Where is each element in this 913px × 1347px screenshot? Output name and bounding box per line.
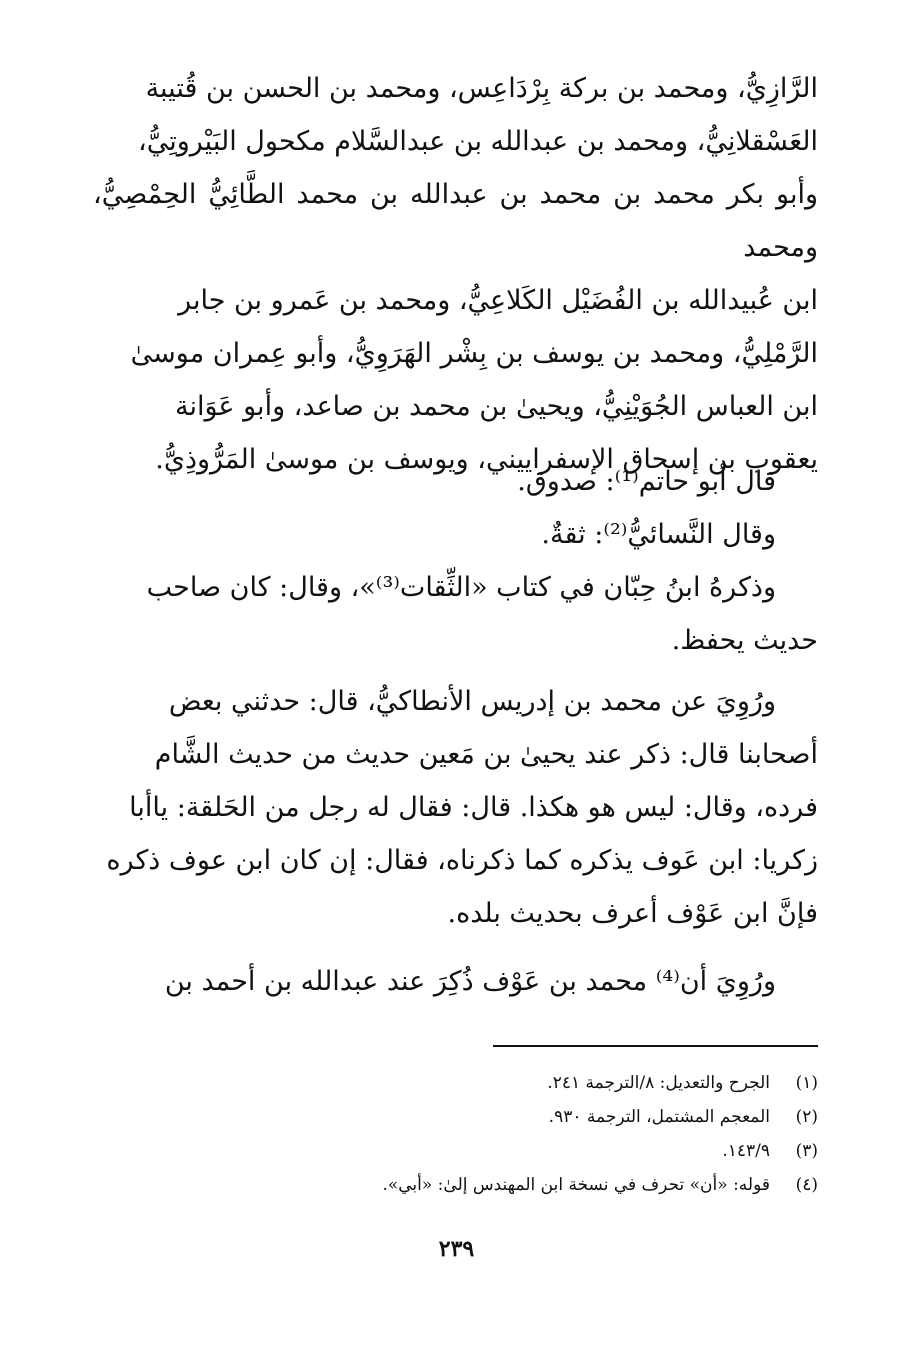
footnote-text: ١٤٣/٩. — [722, 1141, 770, 1161]
footnote-number: (٤) — [795, 1175, 818, 1195]
text-line: يعقوب بن إسحاق الإسفراييني، ويوسف بن موسىٰ المَرُّوذِيُّ. — [155, 444, 818, 475]
footnote-1 — [93, 1066, 818, 1100]
footnote-number: (١) — [795, 1073, 818, 1093]
text-line: حديث يحفظ. — [671, 625, 818, 656]
footnote-text: المعجم المشتمل، الترجمة ٩٣٠. — [548, 1107, 770, 1127]
text-line: ورُوِيَ عن محمد بن إدريس الأنطاكيُّ، قال: حدثني بعض — [168, 686, 776, 717]
text-line: قال أبو حاتم⁽¹⁾: صدوق. — [517, 466, 776, 497]
paragraph-antaki-report — [93, 675, 818, 940]
text-line: فرده، وقال: ليس هو هكذا. قال: فقال له رجل من الحَلقة: ياأبا — [129, 792, 818, 823]
text-line: ورُوِيَ أن⁽⁴⁾ محمد بن عَوْف ذُكِرَ عند عبدالله بن أحمد بن — [164, 966, 776, 997]
text-line: الرَّمْلِيُّ، ومحمد بن يوسف بن بِشْر الهَرَوِيُّ، وأبو عِمران موسىٰ — [130, 338, 818, 369]
footnote-text: الجرح والتعديل: ٨/الترجمة ٢٤١. — [547, 1073, 770, 1093]
text-line: العَسْقلانِيُّ، ومحمد بن عبدالله بن عبدالسَّلام مكحول البَيْروتِيُّ، — [138, 126, 818, 157]
footnote-3 — [93, 1134, 818, 1168]
footnote-4 — [93, 1168, 818, 1202]
text-line: زكريا: ابن عَوف يذكره كما ذكرناه، فقال: إن كان ابن عوف ذكره — [106, 845, 818, 876]
footnotes — [93, 1066, 818, 1202]
text-line: وأبو بكر محمد بن محمد بن عبدالله بن محمد الطَّائِيُّ الحِمْصِيُّ، ومحمد — [93, 179, 818, 263]
text-line: الرَّازِيُّ، ومحمد بن بركة بِرْدَاعِس، ومحمد بن الحسن بن قُتيبة — [145, 73, 818, 104]
page-number: ٢٣٩ — [438, 1236, 475, 1262]
footnote-2 — [93, 1100, 818, 1134]
text-line: ابن العباس الجُوَيْنِيُّ، ويحيىٰ بن محمد بن صاعد، وأبو عَوَانة — [174, 391, 818, 422]
text-line: أصحابنا قال: ذكر عند يحيىٰ بن مَعين حديث من حديث الشَّام — [154, 739, 818, 770]
paragraph-narrators-list — [93, 62, 818, 486]
text-line: وقال النَّسائيُّ⁽²⁾: ثقةٌ. — [541, 519, 776, 550]
paragraph-assessments — [93, 455, 818, 667]
text-line: ابن عُبيدالله بن الفُضَيْل الكَلاعِيُّ، ومحمد بن عَمرو بن جابر — [178, 285, 818, 316]
text-line: وذكرهُ ابنُ حِبّان في كتاب «الثِّقات⁽³⁾»، وقال: كان صاحب — [146, 572, 776, 603]
paragraph-ibn-awf-report — [93, 955, 818, 1008]
footnote-number: (٢) — [795, 1107, 818, 1127]
text-line: فإنَّ ابن عَوْف أعرف بحديث بلده. — [447, 898, 818, 929]
footnote-divider — [493, 1045, 818, 1047]
footnote-number: (٣) — [795, 1141, 818, 1161]
footnote-text: قوله: «أن» تحرف في نسخة ابن المهندس إلىٰ: «أبي». — [382, 1175, 770, 1195]
